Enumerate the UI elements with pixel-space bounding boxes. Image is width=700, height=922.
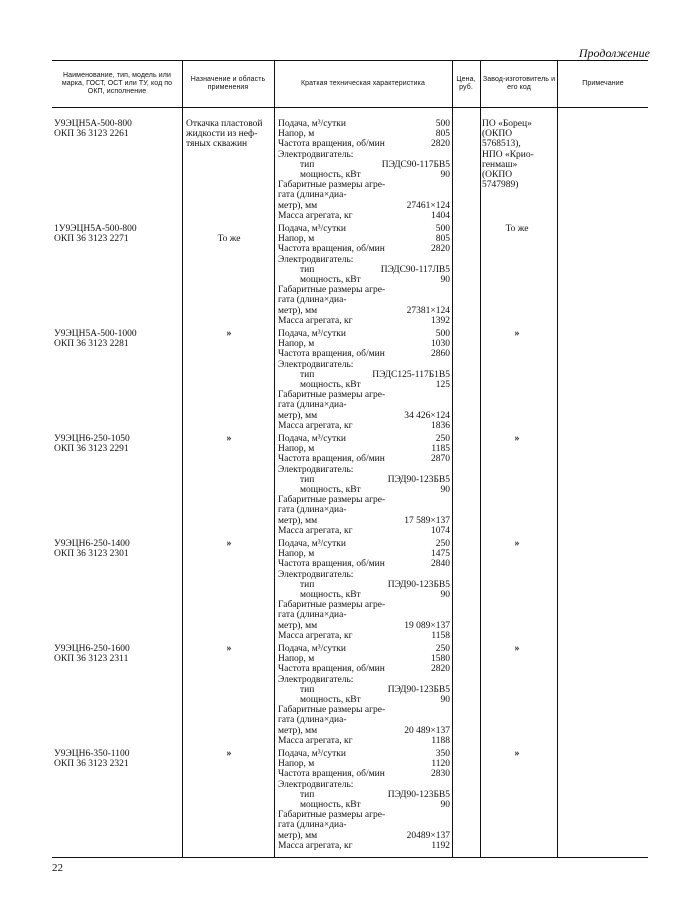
spec-label: Подача, м³/сутки bbox=[278, 434, 346, 444]
spec-label: тип bbox=[300, 369, 315, 380]
spec-supply bbox=[278, 644, 450, 654]
spec-label: тип bbox=[300, 579, 315, 590]
spec-label: Масса агрегата, кг bbox=[278, 735, 353, 746]
spec-label: Габаритные размеры агре- bbox=[278, 705, 386, 716]
spec-label: тип bbox=[300, 789, 315, 800]
spec-value: 350 bbox=[435, 749, 450, 759]
spec-dims bbox=[278, 726, 450, 736]
spec-mass bbox=[278, 526, 450, 536]
spec-value: 90 bbox=[440, 694, 450, 705]
spec-label: метр), мм bbox=[278, 725, 318, 736]
spec-label: тип bbox=[300, 264, 315, 275]
spec-value: 1192 bbox=[431, 840, 450, 851]
spec-dims-line bbox=[278, 810, 450, 820]
spec-label: Напор, м bbox=[278, 759, 315, 770]
spec-label: Подача, м³/сутки bbox=[278, 749, 346, 759]
spec-value: ПЭД90-123БВ5 bbox=[387, 474, 450, 485]
spec-value: 90 bbox=[440, 799, 450, 810]
spec-label: Масса агрегата, кг bbox=[278, 525, 353, 536]
spec-label: Электродвигатель: bbox=[278, 254, 354, 265]
spec-label: мощность, кВт bbox=[300, 169, 361, 180]
spec-label: Напор, м bbox=[278, 129, 315, 140]
spec-dims bbox=[278, 516, 450, 526]
purpose-ditto: » bbox=[226, 538, 232, 549]
header-purpose: Назначение и область применения bbox=[190, 76, 266, 91]
spec-rpm bbox=[278, 349, 450, 359]
spec-value: 27381×124 bbox=[406, 305, 450, 316]
spec-value: 2840 bbox=[431, 559, 450, 570]
spec-label: Частота вращения, об/мин bbox=[278, 454, 385, 465]
model-name: У9ЭЦН6-250-1600 bbox=[54, 644, 130, 654]
model-name: У9ЭЦН5А-500-1000 bbox=[54, 329, 137, 339]
spec-mass bbox=[278, 841, 450, 851]
spec-value: 1158 bbox=[431, 630, 450, 641]
model-cell bbox=[54, 644, 182, 664]
spec-label: тип bbox=[300, 474, 315, 485]
spec-dims-line bbox=[278, 190, 450, 200]
spec-value: 250 bbox=[435, 539, 450, 549]
spec-label: Подача, м³/сутки bbox=[278, 224, 346, 234]
spec-supply bbox=[278, 119, 450, 129]
spec-dims-line bbox=[278, 505, 450, 515]
header-spec: Краткая техническая характеристика bbox=[301, 80, 425, 87]
spec-value: 2870 bbox=[431, 454, 450, 465]
spec-value: 1030 bbox=[431, 339, 450, 350]
spec-head bbox=[278, 234, 450, 244]
maker-cell bbox=[482, 119, 552, 190]
spec-label: тип bbox=[300, 684, 315, 695]
spec-value: 90 bbox=[440, 169, 450, 180]
spec-mass bbox=[278, 631, 450, 641]
maker-ditto: » bbox=[514, 643, 520, 654]
spec-value: ПЭД90-123БВ5 bbox=[387, 789, 450, 800]
purpose-line: Откачка пластовой bbox=[186, 119, 263, 129]
spec-label: мощность, кВт bbox=[300, 274, 361, 285]
spec-label: Напор, м bbox=[278, 549, 315, 560]
spec-motor bbox=[278, 465, 450, 475]
spec-motor bbox=[278, 360, 450, 370]
column-divider bbox=[480, 61, 481, 857]
spec-value: 1074 bbox=[431, 525, 450, 536]
spec-value: 250 bbox=[435, 434, 450, 444]
spec-label: метр), мм bbox=[278, 830, 318, 841]
spec-type bbox=[278, 580, 450, 590]
model-cell bbox=[54, 434, 182, 454]
header-maker: Завод-изготовитель и его код bbox=[482, 76, 556, 91]
okp-code: ОКП 36 3123 2301 bbox=[54, 549, 129, 560]
spec-power bbox=[278, 485, 450, 495]
spec-type bbox=[278, 475, 450, 485]
spec-label: Габаритные размеры агре- bbox=[278, 180, 386, 191]
spec-label: Масса агрегата, кг bbox=[278, 210, 353, 221]
spec-rpm bbox=[278, 244, 450, 254]
purpose-ditto: » bbox=[226, 328, 232, 339]
spec-value: 2860 bbox=[431, 349, 450, 360]
spec-label: Масса агрегата, кг bbox=[278, 840, 353, 851]
spec-power bbox=[278, 380, 450, 390]
spec-value: 805 bbox=[435, 129, 450, 140]
purpose-ditto: То же bbox=[217, 234, 241, 244]
spec-dims-line bbox=[278, 400, 450, 410]
spec-cell bbox=[278, 329, 450, 431]
spec-dims-line bbox=[278, 180, 450, 190]
spec-cell bbox=[278, 119, 450, 221]
column-divider bbox=[274, 61, 275, 857]
spec-label: мощность, кВт bbox=[300, 379, 361, 390]
spec-value: 2820 bbox=[431, 664, 450, 675]
spec-value: ПЭДС90-117ЛВ5 bbox=[380, 264, 450, 275]
spec-value: 2820 bbox=[431, 244, 450, 255]
spec-dims bbox=[278, 411, 450, 421]
spec-value: 1120 bbox=[431, 759, 450, 770]
spec-value: 2820 bbox=[431, 139, 450, 150]
spec-label: Масса агрегата, кг bbox=[278, 315, 353, 326]
spec-dims-line bbox=[278, 715, 450, 725]
purpose-line: тяных скважин bbox=[186, 139, 248, 150]
model-cell bbox=[54, 224, 182, 244]
spec-power bbox=[278, 800, 450, 810]
okp-code: ОКП 36 3123 2281 bbox=[54, 339, 129, 350]
spec-value: 17 589×137 bbox=[404, 515, 450, 526]
spec-label: Габаритные размеры агре- bbox=[278, 495, 386, 506]
spec-type bbox=[278, 265, 450, 275]
maker-ditto: » bbox=[514, 433, 520, 444]
spec-label: гата (длина×диа- bbox=[278, 715, 347, 726]
spec-value: 20489×137 bbox=[406, 830, 450, 841]
spec-table bbox=[52, 60, 648, 858]
spec-cell bbox=[278, 749, 450, 851]
spec-motor bbox=[278, 570, 450, 580]
spec-label: Подача, м³/сутки bbox=[278, 644, 346, 654]
spec-value: 90 bbox=[440, 484, 450, 495]
header-model: Наименование, тип, модель или марка, ГОСТ, ОСТ или ТУ, код по ОКП, исполнение bbox=[61, 72, 173, 95]
spec-label: Напор, м bbox=[278, 654, 315, 665]
spec-label: Частота вращения, об/мин bbox=[278, 139, 385, 150]
spec-label: Частота вращения, об/мин bbox=[278, 559, 385, 570]
spec-value: 1580 bbox=[431, 654, 450, 665]
spec-value: 500 bbox=[435, 329, 450, 339]
spec-label: Электродвигатель: bbox=[278, 359, 354, 370]
maker-line: генмаш» bbox=[482, 159, 518, 170]
spec-motor bbox=[278, 780, 450, 790]
model-name: У9ЭЦН6-250-1050 bbox=[54, 434, 130, 444]
spec-label: Электродвигатель: bbox=[278, 674, 354, 685]
purpose-ditto: » bbox=[226, 433, 232, 444]
spec-cell bbox=[278, 644, 450, 746]
maker-ditto: » bbox=[514, 538, 520, 549]
spec-dims-line bbox=[278, 600, 450, 610]
spec-label: Габаритные размеры агре- bbox=[278, 285, 386, 296]
spec-motor bbox=[278, 150, 450, 160]
spec-value: 500 bbox=[435, 224, 450, 234]
spec-power bbox=[278, 695, 450, 705]
spec-rpm bbox=[278, 139, 450, 149]
spec-label: Габаритные размеры агре- bbox=[278, 600, 386, 611]
spec-mass bbox=[278, 736, 450, 746]
spec-label: тип bbox=[300, 159, 315, 170]
spec-supply bbox=[278, 434, 450, 444]
spec-label: Частота вращения, об/мин bbox=[278, 244, 385, 255]
spec-power bbox=[278, 275, 450, 285]
spec-value: ПЭДС125-117Б1В5 bbox=[372, 369, 450, 380]
model-cell bbox=[54, 119, 182, 139]
maker-line: НПО «Крио- bbox=[482, 149, 534, 160]
header-note: Примечание bbox=[582, 80, 624, 87]
spec-label: мощность, кВт bbox=[300, 799, 361, 810]
column-divider bbox=[452, 61, 453, 857]
spec-dims bbox=[278, 831, 450, 841]
spec-value: 805 bbox=[435, 234, 450, 245]
spec-cell bbox=[278, 224, 450, 326]
spec-label: Масса агрегата, кг bbox=[278, 420, 353, 431]
spec-label: метр), мм bbox=[278, 200, 318, 211]
spec-head bbox=[278, 759, 450, 769]
spec-label: Напор, м bbox=[278, 339, 315, 350]
spec-dims-line bbox=[278, 610, 450, 620]
spec-supply bbox=[278, 539, 450, 549]
spec-mass bbox=[278, 211, 450, 221]
spec-label: Электродвигатель: bbox=[278, 149, 354, 160]
spec-cell bbox=[278, 539, 450, 641]
purpose-ditto: » bbox=[226, 643, 232, 654]
maker-line: 5768513), bbox=[482, 139, 521, 150]
spec-value: 500 bbox=[435, 119, 450, 129]
page-number: 22 bbox=[52, 862, 63, 874]
spec-value: 90 bbox=[440, 589, 450, 600]
spec-label: Подача, м³/сутки bbox=[278, 119, 346, 129]
spec-label: Масса агрегата, кг bbox=[278, 630, 353, 641]
model-name: 1У9ЭЦН5А-500-800 bbox=[54, 224, 137, 234]
spec-supply bbox=[278, 224, 450, 234]
spec-value: 1392 bbox=[431, 315, 450, 326]
column-divider bbox=[182, 61, 183, 857]
spec-dims bbox=[278, 621, 450, 631]
spec-value: 90 bbox=[440, 274, 450, 285]
spec-label: гата (длина×диа- bbox=[278, 400, 347, 411]
column-divider bbox=[557, 61, 558, 857]
purpose-line: жидкости из неф- bbox=[186, 129, 258, 140]
model-cell bbox=[54, 539, 182, 559]
spec-label: метр), мм bbox=[278, 410, 318, 421]
spec-label: Частота вращения, об/мин bbox=[278, 769, 385, 780]
maker-ditto: » bbox=[514, 748, 520, 759]
spec-dims-line bbox=[278, 705, 450, 715]
spec-type bbox=[278, 370, 450, 380]
header-price: Цена, руб. bbox=[456, 76, 476, 91]
spec-label: мощность, кВт bbox=[300, 694, 361, 705]
spec-supply bbox=[278, 749, 450, 759]
spec-power bbox=[278, 170, 450, 180]
spec-head bbox=[278, 549, 450, 559]
spec-mass bbox=[278, 316, 450, 326]
spec-label: метр), мм bbox=[278, 620, 318, 631]
spec-power bbox=[278, 590, 450, 600]
spec-label: Подача, м³/сутки bbox=[278, 539, 346, 549]
spec-dims-line bbox=[278, 495, 450, 505]
spec-label: Электродвигатель: bbox=[278, 569, 354, 580]
spec-head bbox=[278, 654, 450, 664]
model-cell bbox=[54, 749, 182, 769]
maker-line: (ОКПО bbox=[482, 129, 513, 140]
purpose-cell bbox=[186, 119, 272, 150]
spec-value: 34 426×124 bbox=[404, 410, 450, 421]
maker-line: 5747989) bbox=[482, 180, 519, 191]
okp-code: ОКП 36 3123 2261 bbox=[54, 129, 129, 140]
spec-value: 125 bbox=[435, 379, 450, 390]
spec-label: метр), мм bbox=[278, 515, 318, 526]
spec-cell bbox=[278, 434, 450, 536]
spec-value: 1836 bbox=[431, 420, 450, 431]
model-name: У9ЭЦН6-350-1100 bbox=[54, 749, 130, 759]
spec-motor bbox=[278, 255, 450, 265]
okp-code: ОКП 36 3123 2271 bbox=[54, 234, 129, 245]
spec-label: Частота вращения, об/мин bbox=[278, 664, 385, 675]
maker-ditto: » bbox=[514, 328, 520, 339]
continuation-label: Продолжение bbox=[578, 46, 650, 60]
spec-label: Габаритные размеры агре- bbox=[278, 390, 386, 401]
spec-label: мощность, кВт bbox=[300, 589, 361, 600]
spec-value: ПЭД90-123БВ5 bbox=[387, 579, 450, 590]
spec-value: 1404 bbox=[431, 210, 450, 221]
spec-type bbox=[278, 685, 450, 695]
header-divider bbox=[52, 107, 648, 108]
spec-dims-line bbox=[278, 295, 450, 305]
spec-value: 20 489×137 bbox=[404, 725, 450, 736]
spec-label: гата (длина×диа- bbox=[278, 505, 347, 516]
okp-code: ОКП 36 3123 2311 bbox=[54, 654, 129, 665]
spec-dims bbox=[278, 306, 450, 316]
spec-dims-line bbox=[278, 285, 450, 295]
okp-code: ОКП 36 3123 2321 bbox=[54, 759, 129, 770]
spec-rpm bbox=[278, 454, 450, 464]
model-name: У9ЭЦН5А-500-800 bbox=[54, 119, 132, 129]
spec-rpm bbox=[278, 664, 450, 674]
spec-value: 1188 bbox=[431, 735, 450, 746]
spec-dims-line bbox=[278, 820, 450, 830]
spec-label: Напор, м bbox=[278, 444, 315, 455]
spec-value: 250 bbox=[435, 644, 450, 654]
purpose-ditto: » bbox=[226, 748, 232, 759]
spec-value: 1475 bbox=[431, 549, 450, 560]
spec-head bbox=[278, 339, 450, 349]
spec-value: 1185 bbox=[431, 444, 450, 455]
spec-label: Подача, м³/сутки bbox=[278, 329, 346, 339]
maker-line: ПО «Борец» bbox=[482, 119, 532, 129]
spec-label: гата (длина×диа- bbox=[278, 820, 347, 831]
spec-motor bbox=[278, 675, 450, 685]
model-name: У9ЭЦН6-250-1400 bbox=[54, 539, 130, 549]
spec-rpm bbox=[278, 559, 450, 569]
spec-value: ПЭДС90-117БВ5 bbox=[381, 159, 450, 170]
spec-value: 2830 bbox=[431, 769, 450, 780]
spec-head bbox=[278, 129, 450, 139]
spec-label: Частота вращения, об/мин bbox=[278, 349, 385, 360]
spec-supply bbox=[278, 329, 450, 339]
spec-label: Напор, м bbox=[278, 234, 315, 245]
maker-ditto: То же bbox=[505, 224, 529, 234]
spec-mass bbox=[278, 421, 450, 431]
spec-dims bbox=[278, 201, 450, 211]
maker-line: (ОКПО bbox=[482, 170, 513, 181]
spec-label: мощность, кВт bbox=[300, 484, 361, 495]
spec-label: Электродвигатель: bbox=[278, 779, 354, 790]
spec-label: Габаритные размеры агре- bbox=[278, 810, 386, 821]
spec-label: метр), мм bbox=[278, 305, 318, 316]
spec-type bbox=[278, 790, 450, 800]
spec-value: ПЭД90-123БВ5 bbox=[387, 684, 450, 695]
spec-rpm bbox=[278, 769, 450, 779]
spec-label: Электродвигатель: bbox=[278, 464, 354, 475]
spec-label: гата (длина×диа- bbox=[278, 190, 347, 201]
spec-label: гата (длина×диа- bbox=[278, 295, 347, 306]
okp-code: ОКП 36 3123 2291 bbox=[54, 444, 129, 455]
spec-value: 19 089×137 bbox=[404, 620, 450, 631]
model-cell bbox=[54, 329, 182, 349]
spec-head bbox=[278, 444, 450, 454]
spec-value: 27461×124 bbox=[406, 200, 450, 211]
spec-dims-line bbox=[278, 390, 450, 400]
spec-type bbox=[278, 160, 450, 170]
spec-label: гата (длина×диа- bbox=[278, 610, 347, 621]
